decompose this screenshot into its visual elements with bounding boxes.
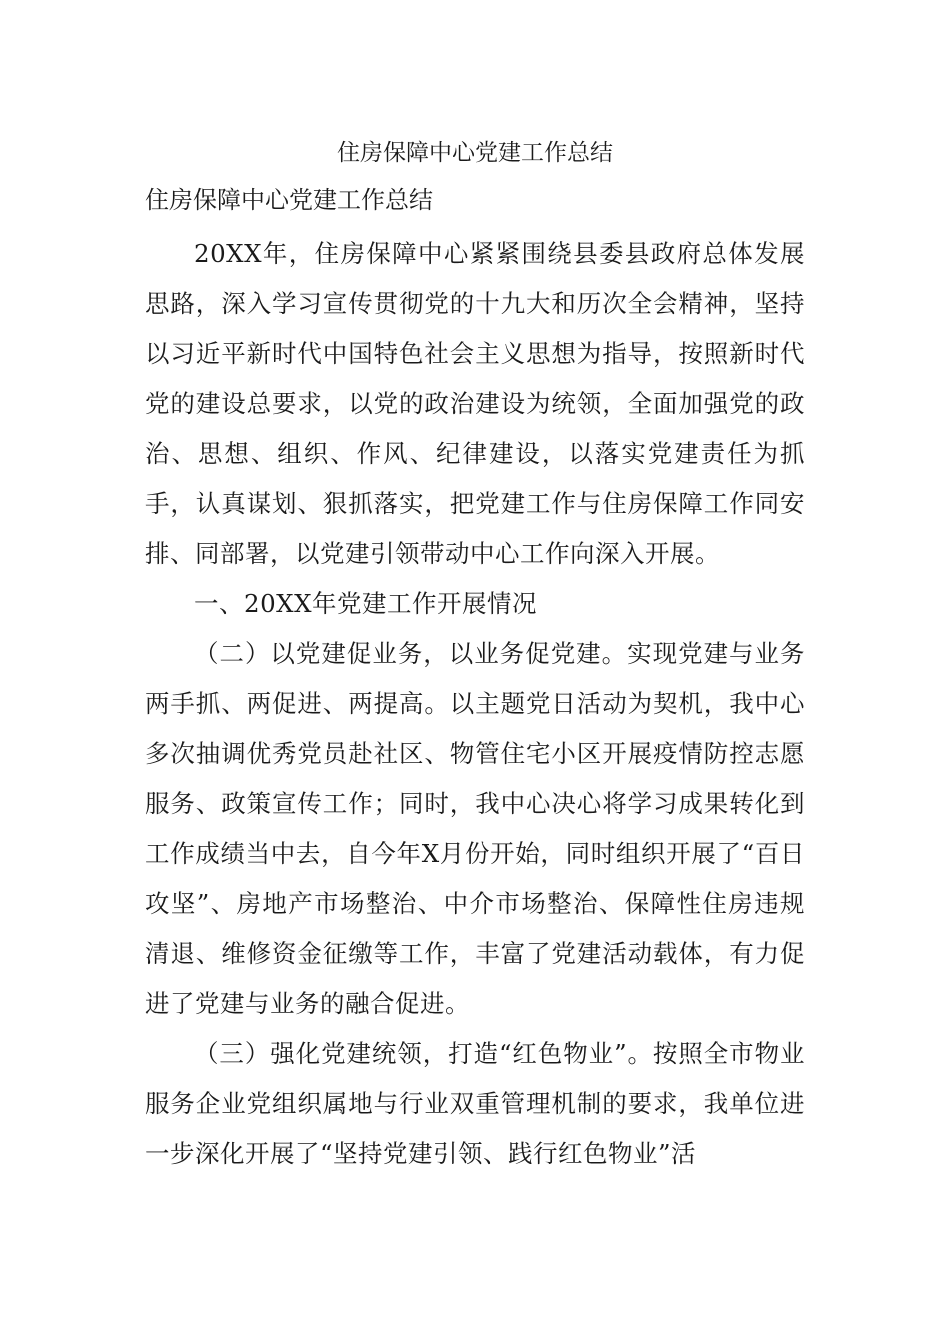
intro-paragraph: 20XX年，住房保障中心紧紧围绕县委县政府总体发展思路，深入学习宣传贯彻党的十九大和历次全会精神，坚持以习近平新时代中国特色社会主义思想为指导，按照新时代党的建设总要求，以党的政治建设为统领，全面加强党的政治、思想、组织、作风、纪律建设，以落实党建责任为抓手，认真谋划、狠抓落实，把党建工作与住房保障工作同安排、同部署，以党建引领带动中心工作向深入开展。 [145,239,805,568]
document-subtitle: 住房保障中心党建工作总结 [145,186,433,214]
section-paragraph-3: （三）强化党建统领，打造“红色物业”。按照全市物业服务企业党组织属地与行业双重管理机制的要求，我单位进一步深化开展了“坚持党建引领、践行红色物业”活 [145,1039,805,1168]
section-paragraph-2: （二）以党建促业务，以业务促党建。实现党建与业务两手抓、两促进、两提高。以主题党日活动为契机，我中心多次抽调优秀党员赴社区、物管住宅小区开展疫情防控志愿服务、政策宣传工作；同时，我中心决心将学习成果转化到工作成绩当中去，自今年X月份开始，同时组织开展了“百日攻坚”、房地产市场整治、中介市场整治、保障性住房违规清退、维修资金征缴等工作，丰富了党建活动载体，有力促进了党建与业务的融合促进。 [145,639,805,1018]
section-heading: 一、20XX年党建工作开展情况 [194,589,538,618]
document-title: 住房保障中心党建工作总结 [337,140,613,166]
document-body [145,229,805,1179]
